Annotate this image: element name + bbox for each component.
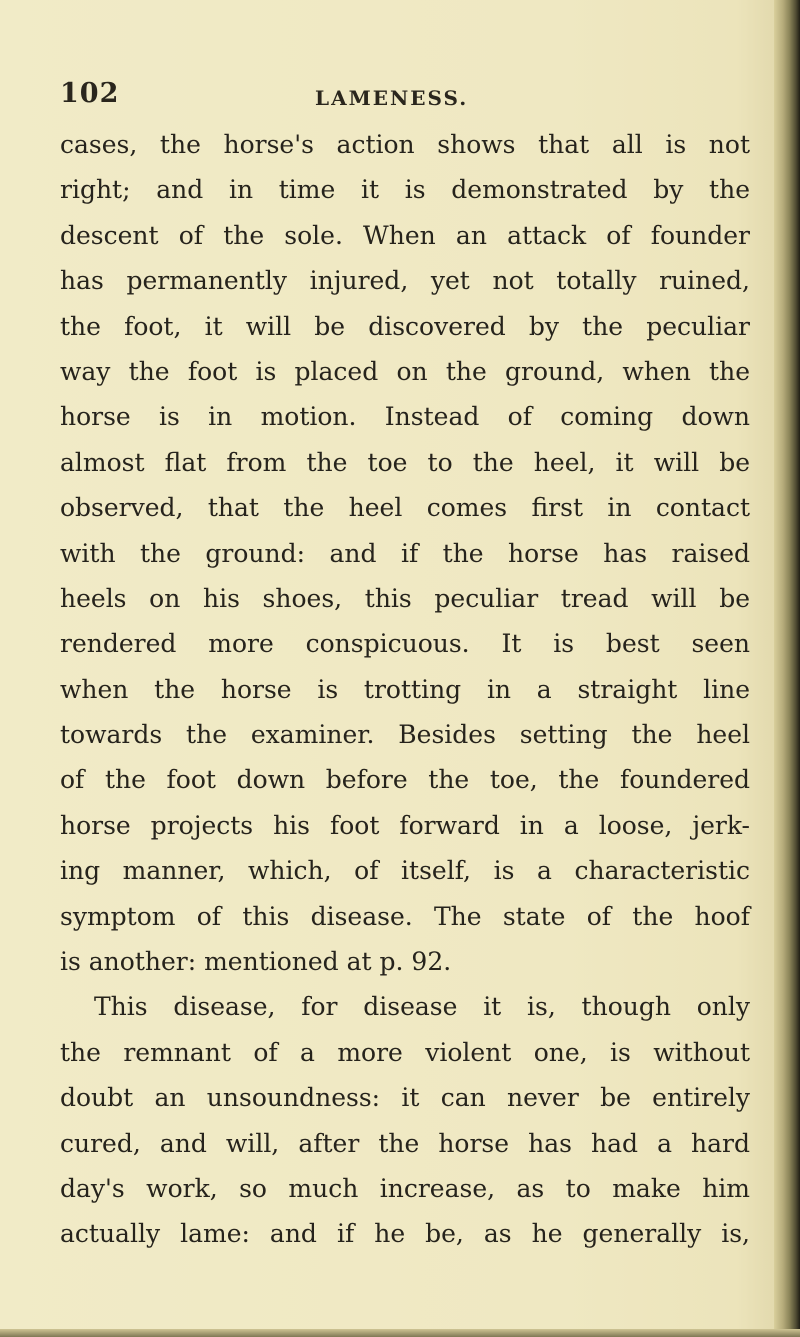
- text-line: almost flat from the toe to the heel, it will be: [60, 447, 750, 477]
- text-line: descent of the sole. When an attack of founder: [60, 220, 750, 250]
- text-line: with the ground: and if the horse has raised: [60, 538, 750, 568]
- text-line: the foot, it will be discovered by the peculiar: [60, 311, 750, 341]
- text-line: observed, that the heel comes first in contact: [60, 493, 750, 523]
- text-line: horse is in motion. Instead of coming down: [60, 402, 750, 432]
- text-line: of the foot down before the toe, the foundered: [60, 765, 750, 795]
- text-line: is another: mentioned at p. 92.: [60, 947, 452, 977]
- text-line: has permanently injured, yet not totally ruined,: [60, 266, 750, 296]
- page-number: 102: [60, 78, 120, 109]
- text-line: when the horse is trotting in a straight line: [60, 674, 750, 704]
- text-line: right; and in time it is demonstrated by the: [60, 175, 750, 205]
- running-head: LAMENESS.: [315, 86, 469, 110]
- text-line: ing manner, which, of itself, is a characteristic: [60, 856, 750, 886]
- paragraph-first-line: This disease, for disease it is, though only: [94, 992, 750, 1022]
- text-line: rendered more conspicuous. It is best seen: [60, 629, 750, 659]
- text-line: cured, and will, after the horse has had a hard: [60, 1128, 750, 1158]
- text-line: horse projects his foot forward in a loose, jerk-: [60, 810, 750, 840]
- text-line: cases, the horse's action shows that all is not: [60, 130, 750, 159]
- text-line: actually lame: and if he be, as he generally is,: [60, 1219, 750, 1249]
- book-spine-shadow: [774, 0, 800, 1337]
- text-line: towards the examiner. Besides setting the heel: [60, 720, 750, 750]
- page-header: [60, 78, 750, 122]
- text-line: heels on his shoes, this peculiar tread will be: [60, 583, 750, 613]
- body-text: [60, 122, 750, 1257]
- text-line: day's work, so much increase, as to make him: [60, 1173, 750, 1203]
- text-line: the remnant of a more violent one, is without: [60, 1037, 750, 1067]
- text-line: symptom of this disease. The state of the hoof: [60, 901, 750, 931]
- text-line: way the foot is placed on the ground, when the: [60, 356, 750, 386]
- page-bottom-edge: [0, 1329, 800, 1337]
- text-line: doubt an unsoundness: it can never be entirely: [60, 1083, 750, 1113]
